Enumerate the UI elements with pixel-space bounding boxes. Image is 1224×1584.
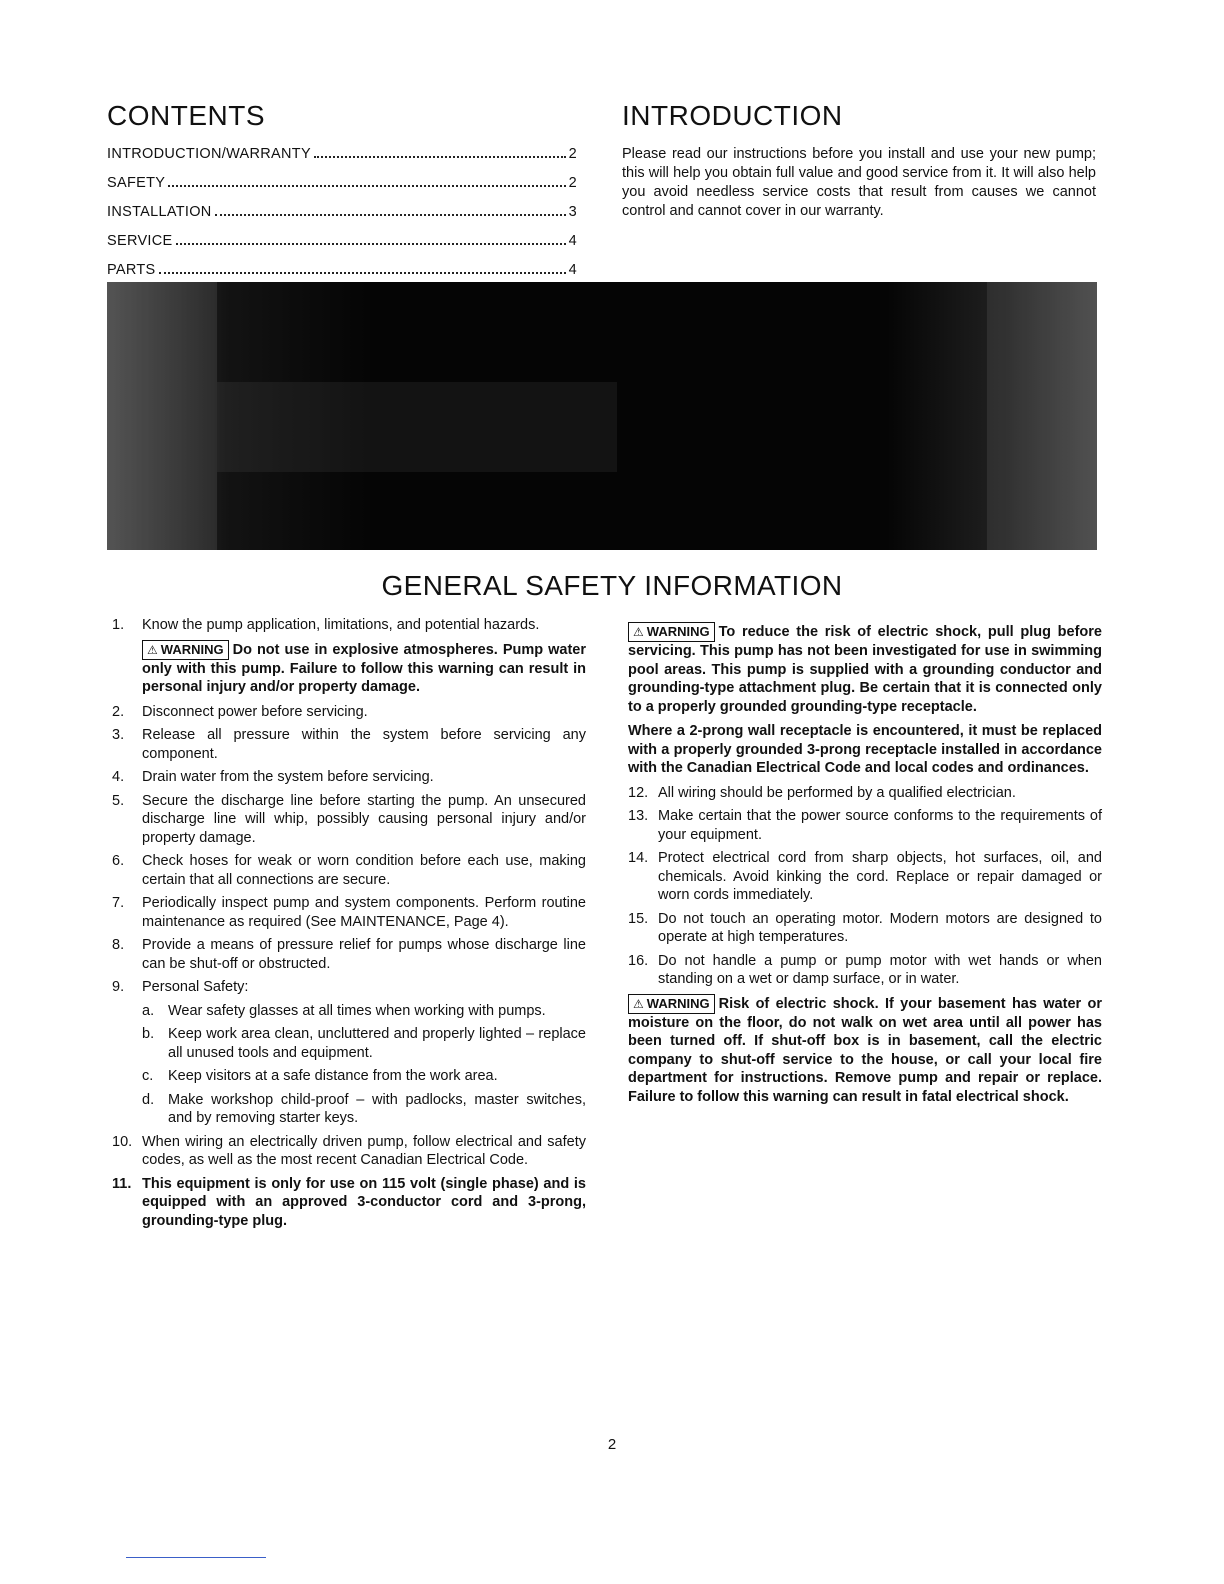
toc-leader-dots bbox=[176, 243, 566, 245]
item-number: 16. bbox=[628, 952, 649, 969]
item-number: 3. bbox=[112, 727, 125, 743]
toc-entry bbox=[107, 175, 577, 204]
subitem-letter: d. bbox=[142, 1091, 155, 1108]
toc-entry bbox=[107, 146, 577, 175]
safety-item bbox=[112, 703, 586, 722]
warning-paragraph bbox=[142, 640, 586, 697]
item-text: Disconnect power before servicing. bbox=[142, 703, 368, 720]
safety-item bbox=[628, 910, 1102, 947]
toc-entry-page: 4 bbox=[568, 233, 577, 249]
item-number: 10. bbox=[112, 1133, 133, 1150]
safety-item bbox=[112, 1175, 586, 1231]
warning-text: To reduce the risk of electric shock, pull plug before servicing. This pump has not been investigated for use in swimming pool areas. This pump is supplied with a grounding conductor and grounding-type attachment plug. Be certain that it is connected only to a properly grounded grounding-type receptacle. bbox=[628, 624, 1102, 715]
subitem-letter: c. bbox=[142, 1068, 154, 1084]
introduction-heading: INTRODUCTION bbox=[622, 100, 843, 131]
toc-entry-page: 2 bbox=[568, 146, 577, 162]
item-text: Check hoses for weak or worn condition before each use, making certain that all connections are secure. bbox=[142, 853, 586, 888]
warning-badge bbox=[628, 994, 715, 1014]
item-text: All wiring should be performed by a qualified electrician. bbox=[658, 784, 1016, 801]
footer-rule bbox=[126, 1557, 266, 1558]
warning-text: Do not use in explosive atmospheres. Pump water only with this pump. Failure to follow this warning can result in personal injury and/or property damage. bbox=[142, 641, 586, 695]
toc-leader-dots bbox=[168, 185, 565, 187]
safety-subitem bbox=[112, 1067, 586, 1086]
safety-item bbox=[112, 616, 586, 635]
item-text: Periodically inspect pump and system components. Perform routine maintenance as required (See MAINTENANCE, Page 4). bbox=[142, 895, 586, 930]
item-number: 14. bbox=[628, 850, 649, 866]
item-text: Personal Safety: bbox=[142, 979, 249, 995]
item-number: 12. bbox=[628, 784, 649, 801]
safety-item bbox=[112, 1133, 586, 1170]
toc-entry bbox=[107, 233, 577, 262]
safety-subitem bbox=[112, 1091, 586, 1128]
item-text: Provide a means of pressure relief for pumps whose discharge line can be shut-off or obstructed. bbox=[142, 937, 586, 972]
toc-entry-label: SAFETY bbox=[107, 175, 166, 191]
toc-entry-page: 3 bbox=[568, 204, 577, 220]
safety-subitem bbox=[112, 1025, 586, 1062]
warning-badge-label: WARNING bbox=[646, 995, 710, 1011]
item-number: 5. bbox=[112, 792, 125, 809]
item-text: Secure the discharge line before starting the pump. An unsecured discharge line will whip, possibly causing personal injury and/or property damage. bbox=[142, 792, 586, 846]
subitem-text: Make workshop child-proof – with padlocks, master switches, and by removing starter keys. bbox=[168, 1091, 586, 1126]
item-number: 1. bbox=[112, 617, 125, 633]
subitem-text: Keep visitors at a safe distance from the work area. bbox=[168, 1068, 498, 1084]
item-text: Know the pump application, limitations, and potential hazards. bbox=[142, 617, 540, 633]
subitem-letter: b. bbox=[142, 1026, 155, 1042]
subitem-letter: a. bbox=[142, 1002, 155, 1019]
warning-badge bbox=[628, 622, 715, 642]
warning-triangle-icon: ⚠ bbox=[633, 996, 644, 1011]
subitem-text: Wear safety glasses at all times when working with pumps. bbox=[168, 1002, 546, 1019]
item-number: 15. bbox=[628, 910, 649, 927]
item-text: Release all pressure within the system before servicing any component. bbox=[142, 727, 586, 762]
warning-badge-label: WARNING bbox=[160, 641, 224, 657]
safety-item bbox=[112, 768, 586, 787]
item-text: This equipment is only for use on 115 volt (single phase) and is equipped with an approved 3-conductor cord and 3-prong, grounding-type plug. bbox=[142, 1175, 586, 1229]
toc-entry-label: INTRODUCTION/WARRANTY bbox=[107, 146, 311, 162]
dark-image-block bbox=[107, 282, 1097, 550]
safety-subitem bbox=[112, 1002, 586, 1021]
item-number: 6. bbox=[112, 853, 125, 869]
toc-leader-dots bbox=[159, 272, 566, 274]
warning-paragraph-continued: Where a 2-prong wall receptacle is encountered, it must be replaced with a properly grounded 3-prong receptacle installed in accordance with the Canadian Electrical Code and local codes and ordinances. bbox=[628, 723, 1102, 776]
item-text: Do not handle a pump or pump motor with wet hands or when standing on a wet or damp surface, or in water. bbox=[658, 952, 1102, 987]
warning-badge bbox=[142, 640, 229, 660]
safety-left-column bbox=[112, 616, 586, 1235]
toc-entry-page: 2 bbox=[568, 175, 577, 191]
toc-entry-page: 4 bbox=[568, 262, 577, 278]
item-number: 4. bbox=[112, 769, 125, 785]
item-number: 2. bbox=[112, 703, 125, 720]
toc-leader-dots bbox=[215, 214, 566, 216]
safety-item bbox=[112, 894, 586, 931]
warning-triangle-icon: ⚠ bbox=[633, 625, 644, 639]
toc-entry bbox=[107, 204, 577, 233]
item-number: 13. bbox=[628, 808, 649, 824]
item-number: 7. bbox=[112, 895, 125, 911]
page-number: 2 bbox=[607, 1436, 617, 1453]
safety-item bbox=[628, 849, 1102, 905]
warning-paragraph bbox=[628, 994, 1102, 1107]
item-text: Protect electrical cord from sharp objects, hot surfaces, oil, and chemicals. Avoid kinking the cord. Replace or repair damaged or worn cords immediately. bbox=[658, 850, 1102, 903]
item-text: When wiring an electrically driven pump, follow electrical and safety codes, as well as the most recent Canadian Electrical Code. bbox=[142, 1133, 586, 1168]
introduction-text: Please read our instructions before you install and use your new pump; this will help you obtain full value and good service from it. It will also help you avoid needless service costs that result from causes we cannot control and cannot cover in our warranty. bbox=[622, 146, 1096, 219]
subitem-text: Keep work area clean, uncluttered and properly lighted – replace all unused tools and equipment. bbox=[168, 1026, 586, 1061]
safety-item bbox=[628, 784, 1102, 803]
item-number: 9. bbox=[112, 979, 125, 995]
table-of-contents bbox=[107, 146, 577, 291]
warning-text: Risk of electric shock. If your basement has water or moisture on the floor, do not walk on wet area until all power has been turned off. If shut-off box is in basement, call the electric company to shut-off service to the house, or call your local fire department for instructions. Remove pump and repair or replace. Failure to follow this warning can result in fatal electrical shock. bbox=[628, 995, 1102, 1105]
safety-item bbox=[628, 952, 1102, 989]
safety-right-column bbox=[628, 622, 1102, 1112]
item-number: 11. bbox=[112, 1175, 132, 1192]
safety-item bbox=[112, 936, 586, 973]
item-text: Drain water from the system before servicing. bbox=[142, 769, 434, 785]
safety-item bbox=[112, 852, 586, 889]
warning-paragraph bbox=[628, 622, 1102, 716]
general-safety-heading: GENERAL SAFETY INFORMATION bbox=[381, 570, 843, 601]
warning-badge-label: WARNING bbox=[646, 624, 710, 639]
warning-triangle-icon: ⚠ bbox=[147, 642, 158, 657]
safety-item bbox=[628, 807, 1102, 844]
toc-entry-label: SERVICE bbox=[107, 233, 173, 249]
contents-heading: CONTENTS bbox=[107, 100, 265, 131]
item-text: Do not touch an operating motor. Modern motors are designed to operate at high temperatures. bbox=[658, 910, 1102, 945]
toc-leader-dots bbox=[314, 156, 566, 158]
toc-entry-label: INSTALLATION bbox=[107, 204, 212, 220]
safety-item bbox=[112, 726, 586, 763]
toc-entry-label: PARTS bbox=[107, 262, 156, 278]
safety-item bbox=[112, 792, 586, 848]
safety-item bbox=[112, 978, 586, 997]
item-text: Make certain that the power source conforms to the requirements of your equipment. bbox=[658, 808, 1102, 843]
item-number: 8. bbox=[112, 937, 125, 953]
